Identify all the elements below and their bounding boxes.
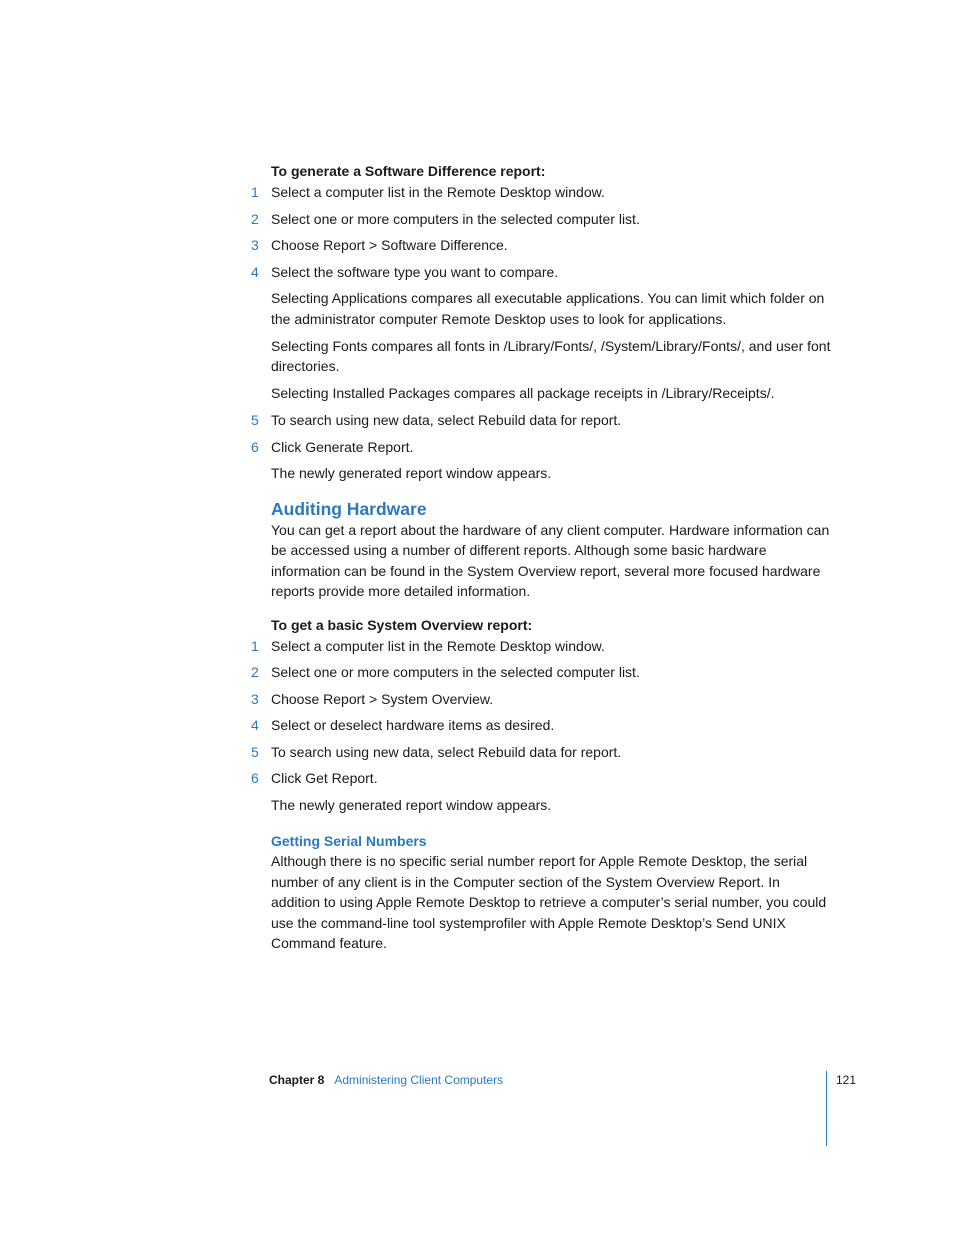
procedure-lead-system-overview: To get a basic System Overview report: [271, 616, 533, 633]
procedure-lead-software-difference: To generate a Software Difference report: [271, 163, 546, 179]
step-3 [251, 235, 831, 255]
result-text: The newly generated report window appears. [271, 465, 552, 481]
step-number: 5 [251, 743, 259, 760]
intro-auditing-hardware: You can get a report about the hardware of any client computer. Hardware information can be accessed using a number of different reports. Although some basic hardware information can be found in the System Overview report, several more focused hardware reports provide more detailed information. [271, 521, 830, 599]
step-4 [251, 715, 831, 735]
step-text: To search using new data, select Rebuild data for report. [271, 412, 622, 428]
footer-chapter-title: Administering Client Computers [334, 1073, 504, 1087]
heading-getting-serial-numbers: Getting Serial Numbers [271, 833, 427, 849]
step-number: 3 [251, 237, 259, 253]
step-1 [251, 182, 831, 202]
step-2 [251, 209, 831, 229]
step-number: 1 [251, 637, 259, 654]
heading-auditing-hardware: Auditing Hardware [271, 498, 427, 519]
step-number: 4 [251, 717, 259, 733]
note-packages: Selecting Installed Packages compares all package receipts in /Library/Receipts/. [271, 385, 775, 401]
step-number: 6 [251, 770, 259, 786]
step-1 [251, 636, 831, 656]
step-text: To search using new data, select Rebuild data for report. [271, 743, 622, 760]
step-6 [251, 437, 831, 457]
result-text: The newly generated report window appears. [271, 796, 552, 813]
step-number: 2 [251, 210, 259, 227]
step-text: Select a computer list in the Remote Desktop window. [271, 184, 605, 200]
step-text: Select a computer list in the Remote Desktop window. [271, 637, 605, 654]
step-number: 5 [251, 412, 259, 428]
step-number: 3 [251, 690, 259, 707]
step-3 [251, 689, 831, 709]
page-number: 121 [836, 1073, 857, 1087]
step-2 [251, 662, 831, 682]
page-content [251, 161, 831, 960]
body-getting-serial-numbers: Although there is no specific serial number report for Apple Remote Desktop, the serial number of any client is in the Computer section of the System Overview Report. In addition to using Apple Remote Desktop to retrieve a computer’s serial number, you could use the command-line tool systemprofiler with Apple Remote Desktop’s Send UNIX Command feature. [271, 853, 827, 951]
footer-divider [826, 1071, 827, 1146]
step-number: 1 [251, 184, 259, 200]
step-4 [251, 262, 831, 282]
note-fonts: Selecting Fonts compares all fonts in /Library/Fonts/, /System/Library/Fonts/, and user font directories. [271, 337, 831, 374]
step-6 [251, 768, 831, 788]
step-text: Select or deselect hardware items as desired. [271, 717, 555, 733]
step-text: Click Get Report. [271, 770, 378, 786]
step-text: Choose Report > System Overview. [271, 690, 494, 707]
step-text: Select one or more computers in the selected computer list. [271, 210, 640, 227]
step-number: 4 [251, 263, 259, 280]
step-text: Select the software type you want to compare. [271, 263, 559, 280]
step-number: 6 [251, 438, 259, 455]
step-5 [251, 410, 831, 430]
step-number: 2 [251, 664, 259, 680]
step-5 [251, 742, 831, 762]
page-footer [269, 1071, 503, 1089]
step-text: Choose Report > Software Difference. [271, 237, 508, 253]
footer-chapter: Chapter 8 [269, 1073, 325, 1087]
step-text: Select one or more computers in the selected computer list. [271, 664, 640, 680]
step-text: Click Generate Report. [271, 438, 414, 455]
note-applications: Selecting Applications compares all executable applications. You can limit which folder on the administrator computer Remote Desktop uses to look for applications. [271, 290, 825, 327]
